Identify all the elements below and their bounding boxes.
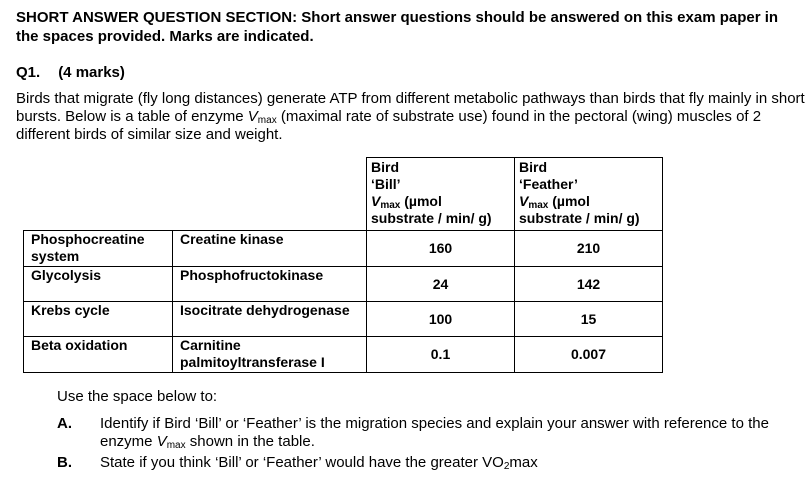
table-blank-cell (173, 158, 367, 231)
header-bill-unit (371, 193, 510, 210)
header-feather-v: V (519, 193, 529, 209)
bill-value-cell: 24 (367, 267, 515, 302)
section-heading: SHORT ANSWER QUESTION SECTION: Short answer questions should be answered on this exam paper in the spaces provided. Marks are indicated. (16, 9, 779, 45)
header-feather-unit2: substrate / min/ g) (519, 210, 640, 226)
pathway-cell: Krebs cycle (24, 302, 173, 337)
header-bill-v: V (371, 193, 381, 209)
feather-value-cell: 210 (515, 231, 663, 267)
intro-text-1: Birds that migrate (fly long distances) generate ATP from different metabolic pathways than birds that fly mainly in short bursts. Below is a table of enzyme (16, 90, 805, 125)
question-number: Q1. (16, 64, 41, 81)
header-bill-unit2: substrate / min/ g) (371, 210, 492, 226)
enzyme-table (23, 157, 663, 373)
enzyme-cell: Isocitrate dehydrogenase (173, 302, 367, 337)
header-feather-line2: ‘Feather’ (519, 176, 578, 192)
task-a-text-1: Identify if Bird ‘Bill’ or ‘Feather’ is the migration species and explain your answer with reference to the enzyme (100, 415, 769, 450)
intro-vmax-symbol: V (247, 108, 258, 125)
intro-vmax-subscript: max (257, 115, 277, 126)
table-header-row (24, 158, 663, 231)
pathway-cell: Beta oxidation (24, 337, 173, 373)
task-a-letter: A. (57, 415, 72, 432)
feather-value-cell: 0.007 (515, 337, 663, 373)
pathway-cell: Phosphocreatine system (24, 231, 173, 267)
task-b-subscript: 2 (503, 461, 510, 472)
feather-value-cell: 142 (515, 267, 663, 302)
header-bill-line2: ‘Bill’ (371, 176, 401, 192)
task-a (57, 415, 797, 455)
task-b (57, 454, 797, 474)
task-a-vmax-subscript: max (166, 440, 186, 451)
header-bill (367, 158, 515, 231)
task-a-text-2: shown in the table. (185, 433, 315, 450)
task-a-text (100, 415, 790, 451)
bill-value-cell: 0.1 (367, 337, 515, 373)
enzyme-cell: Phosphofructokinase (173, 267, 367, 302)
table-blank-cell (24, 158, 173, 231)
header-feather-line1: Bird (519, 159, 547, 175)
task-b-letter: B. (57, 454, 72, 471)
feather-value-cell: 15 (515, 302, 663, 337)
bill-value-cell: 160 (367, 231, 515, 267)
question-title (16, 63, 125, 82)
task-b-text-2: max (509, 454, 538, 471)
table-row (24, 337, 663, 373)
header-bill-unit1: (µmol (400, 193, 442, 209)
header-bill-sub: max (380, 200, 401, 211)
header-feather-sub: max (528, 200, 549, 211)
enzyme-cell: Carnitine palmitoyltransferase I (173, 337, 367, 373)
instructions-lead: Use the space below to: (57, 388, 218, 405)
header-feather (515, 158, 663, 231)
header-bill-line1: Bird (371, 159, 399, 175)
question-intro (16, 90, 806, 144)
header-feather-unit1: (µmol (548, 193, 590, 209)
task-a-vmax-symbol: V (156, 433, 167, 450)
enzyme-cell: Creatine kinase (173, 231, 367, 267)
pathway-cell: Glycolysis (24, 267, 173, 302)
question-marks: (4 marks) (58, 64, 125, 81)
table-row (24, 231, 663, 267)
task-b-text-1: State if you think ‘Bill’ or ‘Feather’ would have the greater VO (100, 454, 504, 471)
intro-text-2: (maximal rate of substrate use) found in the pectoral (wing) muscles of 2 different birds of similar size and weight. (16, 108, 762, 143)
table-row (24, 302, 663, 337)
bill-value-cell: 100 (367, 302, 515, 337)
header-feather-unit (519, 193, 658, 210)
task-b-text (100, 454, 790, 472)
table-row (24, 267, 663, 302)
